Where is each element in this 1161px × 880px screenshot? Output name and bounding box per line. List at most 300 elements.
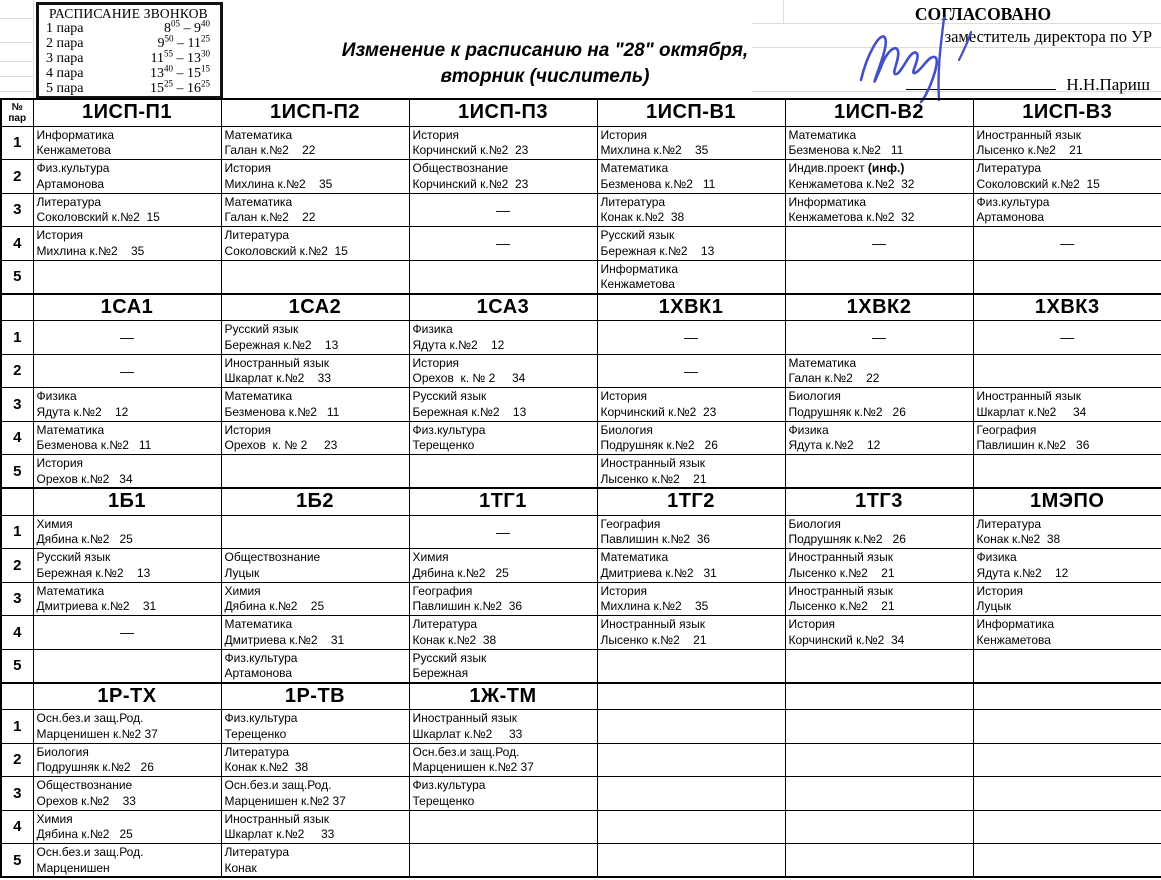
schedule-cell — [597, 455, 785, 489]
gridline — [0, 42, 33, 43]
bell-row — [46, 48, 214, 66]
schedule-cell — [597, 227, 785, 261]
group-header: 1ХВК3 — [973, 294, 1161, 321]
pair-number: 3 — [1, 777, 33, 811]
subject-text: Иностранный язык — [976, 389, 1082, 403]
schedule-cell — [597, 126, 785, 160]
subject-text: Литература — [976, 161, 1042, 175]
schedule-cell — [973, 710, 1161, 744]
group-header — [973, 683, 1161, 710]
bell-time-range: $8^{05} - 9^{40}$ — [164, 18, 210, 36]
bell-rows — [46, 18, 214, 96]
pair-number: 5 — [1, 844, 33, 878]
schedule-section — [1, 488, 1161, 683]
subject-text: Математика — [36, 583, 105, 598]
subject-text: Индив.проект (инф.) — [788, 161, 905, 175]
subject-text: Литература — [224, 228, 290, 242]
schedule-cell — [973, 582, 1161, 616]
schedule-cell — [973, 421, 1161, 455]
teacher-text: Лысенко к.№2 21 — [788, 599, 895, 613]
subject-text: Физика — [976, 550, 1017, 564]
schedule-cell — [785, 193, 973, 227]
group-header: 1ТГ3 — [785, 488, 973, 515]
schedule-cell — [409, 421, 597, 455]
schedule-cell — [33, 515, 221, 549]
schedule-cell — [409, 388, 597, 422]
schedule-cell — [785, 421, 973, 455]
subject-text: Физика — [412, 322, 453, 336]
teacher-text: Конак к.№2 38 — [412, 632, 497, 647]
gridline — [0, 91, 33, 92]
group-header: 1ИСП-В1 — [597, 99, 785, 126]
schedule-cell — [409, 321, 597, 355]
schedule-cell — [973, 616, 1161, 650]
subject-text: Физ.культура — [36, 161, 110, 175]
subject-text: Литература — [36, 194, 102, 209]
subject-text: Биология — [788, 389, 841, 403]
group-header — [785, 683, 973, 710]
bell-time-range: $13^{40} - 15^{15}$ — [150, 63, 210, 81]
teacher-text: Бережная к.№2 13 — [224, 337, 339, 352]
schedule-cell — [221, 710, 409, 744]
schedule-cell — [785, 455, 973, 489]
approval-subheading: заместитель директора по УР — [944, 27, 1152, 46]
teacher-text: Дябина к.№2 25 — [36, 532, 133, 546]
teacher-text: Орехов к.№2 34 — [36, 471, 133, 486]
schedule-table — [0, 98, 1161, 878]
bell-pair-label: 5 пара — [46, 81, 84, 96]
teacher-text: Лысенко к.№2 21 — [600, 471, 707, 486]
subject-text: Русский язык — [224, 322, 299, 336]
bell-time-range: $9^{50} - 11^{25}$ — [157, 33, 210, 51]
schedule-cell — [33, 743, 221, 777]
pair-number: 2 — [1, 354, 33, 388]
bell-pair-label: 1 пара — [46, 21, 84, 36]
subject-text: Иностранный язык — [600, 617, 706, 631]
group-header: 1Ж-ТМ — [409, 683, 597, 710]
teacher-text: Лысенко к.№2 21 — [788, 565, 895, 580]
schedule-cell — [221, 421, 409, 455]
subject-text: Физ.культура — [224, 711, 298, 725]
gridline — [0, 18, 33, 19]
teacher-text: Артамонова — [36, 176, 105, 191]
subject-text: Иностранный язык — [976, 127, 1082, 142]
subject-text: Математика — [36, 422, 105, 437]
group-header: 1СА2 — [221, 294, 409, 321]
schedule-cell — [973, 388, 1161, 422]
teacher-text: Ядута к.№2 12 — [412, 337, 505, 352]
group-header: 1ИСП-П3 — [409, 99, 597, 126]
teacher-text: Соколовский к.№2 15 — [224, 243, 348, 258]
schedule-cell — [597, 844, 785, 878]
schedule-cell — [409, 549, 597, 583]
schedule-cell — [409, 710, 597, 744]
schedule-cell — [973, 160, 1161, 194]
schedule-cell — [221, 321, 409, 355]
schedule-cell — [973, 549, 1161, 583]
schedule-cell — [409, 354, 597, 388]
schedule-cell — [33, 260, 221, 294]
schedule-cell — [221, 193, 409, 227]
schedule-cell — [33, 649, 221, 683]
teacher-text: Терещенко — [412, 793, 475, 808]
teacher-text: Соколовский к.№2 15 — [976, 176, 1100, 191]
schedule-cell — [785, 810, 973, 844]
teacher-text: Конак к.№2 38 — [600, 210, 685, 224]
group-header: 1МЭПО — [973, 488, 1161, 515]
schedule-cell — [973, 515, 1161, 549]
schedule-cell — [597, 649, 785, 683]
subject-text: История — [36, 456, 84, 470]
schedule-cell — [785, 388, 973, 422]
top-band — [0, 0, 1161, 98]
subject-text: Литература — [224, 744, 290, 759]
subject-text: Литература — [600, 194, 666, 209]
subject-text: Химия — [36, 516, 73, 531]
bell-row — [46, 78, 214, 96]
teacher-text: Орехов к. № 2 23 — [224, 438, 338, 452]
bell-schedule-title: РАСПИСАНИЕ ЗВОНКОВ — [49, 6, 208, 21]
schedule-cell — [597, 160, 785, 194]
teacher-text: Михлина к.№2 35 — [36, 243, 145, 258]
schedule-cell — [597, 260, 785, 294]
schedule-cell — [973, 810, 1161, 844]
subject-text: Осн.без.и защ.Род. — [224, 778, 332, 792]
teacher-text: Корчинский к.№2 23 — [412, 176, 529, 191]
teacher-text: Марценишен к.№2 37 — [412, 760, 534, 774]
teacher-text: Шкарлат к.№2 33 — [412, 726, 523, 741]
teacher-text: Конак к.№2 38 — [224, 760, 309, 774]
schedule-section — [1, 294, 1161, 489]
schedule-cell: — — [409, 227, 597, 261]
subject-text: Информатика — [36, 127, 115, 142]
schedule-cell — [785, 126, 973, 160]
subject-text: Иностранный язык — [600, 456, 706, 470]
teacher-text: Дмитриева к.№2 31 — [36, 599, 157, 613]
subject-text: Русский язык — [36, 550, 111, 564]
schedule-cell — [409, 455, 597, 489]
teacher-text: Марценишен к.№2 37 — [224, 793, 346, 808]
schedule-cell — [409, 777, 597, 811]
subject-text: География — [600, 516, 661, 531]
schedule-cell — [597, 582, 785, 616]
teacher-text: Кенжаметова — [976, 632, 1051, 647]
teacher-text: Бережная к.№2 13 — [412, 404, 527, 419]
subject-text: Литература — [976, 516, 1042, 531]
schedule-cell — [221, 455, 409, 489]
teacher-text: Шкарлат к.№2 34 — [976, 404, 1087, 419]
schedule-cell — [409, 810, 597, 844]
teacher-text: Безменова к.№2 11 — [36, 438, 152, 452]
teacher-text: Безменова к.№2 11 — [224, 404, 340, 419]
teacher-text: Ядута к.№2 12 — [976, 565, 1069, 580]
teacher-text: Корчинский к.№2 34 — [788, 632, 905, 647]
schedule-cell: — — [597, 321, 785, 355]
subject-text: Физ.культура — [412, 422, 486, 437]
pair-number: 5 — [1, 260, 33, 294]
schedule-cell: — — [785, 321, 973, 355]
pair-number: 2 — [1, 549, 33, 583]
schedule-cell — [33, 455, 221, 489]
schedule-cell — [973, 649, 1161, 683]
subject-text: История — [600, 583, 648, 598]
teacher-text: Кенжаметова к.№2 32 — [788, 210, 915, 224]
schedule-cell — [973, 260, 1161, 294]
group-header: 1ХВК2 — [785, 294, 973, 321]
subject-text: География — [976, 422, 1037, 437]
schedule-cell: — — [973, 227, 1161, 261]
subject-text: Математика — [600, 550, 669, 564]
gridline — [33, 0, 34, 98]
teacher-text: Подрушняк к.№2 26 — [36, 760, 154, 774]
corner-header — [1, 294, 33, 321]
pair-number: 3 — [1, 388, 33, 422]
schedule-cell — [597, 743, 785, 777]
schedule-cell — [785, 743, 973, 777]
teacher-text: Кенжаметова — [600, 277, 675, 291]
schedule-cell: — — [597, 354, 785, 388]
bell-pair-label: 3 пара — [46, 51, 84, 66]
schedule-cell — [973, 193, 1161, 227]
schedule-cell — [973, 126, 1161, 160]
group-header: 1ИСП-П1 — [33, 99, 221, 126]
teacher-text: Шкарлат к.№2 33 — [224, 827, 335, 841]
subject-text: Литература — [412, 617, 478, 631]
schedule-cell — [33, 549, 221, 583]
corner-header: № пар — [1, 99, 33, 126]
group-header: 1Р-ТХ — [33, 683, 221, 710]
schedule-cell — [597, 710, 785, 744]
subject-text: Химия — [36, 811, 73, 826]
corner-header — [1, 683, 33, 710]
bell-schedule-box — [36, 2, 223, 99]
subject-text: Физ.культура — [976, 194, 1050, 209]
schedule-cell — [973, 777, 1161, 811]
schedule-cell: — — [409, 515, 597, 549]
schedule-cell: — — [973, 321, 1161, 355]
subject-text: Биология — [36, 744, 89, 759]
group-header: 1ТГ1 — [409, 488, 597, 515]
schedule-cell — [785, 515, 973, 549]
schedule-cell — [785, 549, 973, 583]
schedule-cell — [785, 354, 973, 388]
teacher-text: Безменова к.№2 11 — [600, 176, 716, 191]
schedule-cell — [597, 616, 785, 650]
teacher-text: Ядута к.№2 12 — [36, 404, 129, 419]
teacher-text: Бережная к.№2 13 — [36, 565, 151, 580]
teacher-text: Подрушняк к.№2 26 — [788, 404, 906, 419]
group-header: 1ХВК1 — [597, 294, 785, 321]
schedule-cell — [221, 160, 409, 194]
bell-row — [46, 63, 214, 81]
pair-number: 1 — [1, 126, 33, 160]
schedule-cell: — — [33, 354, 221, 388]
pair-number: 3 — [1, 582, 33, 616]
subject-text: История — [600, 127, 648, 142]
page-title-line1: Изменение к расписанию на "28" октября, — [341, 40, 749, 61]
group-header: 1СА1 — [33, 294, 221, 321]
subject-text: Математика — [224, 194, 293, 209]
schedule-cell — [973, 354, 1161, 388]
schedule-cell — [221, 844, 409, 878]
pair-number: 3 — [1, 193, 33, 227]
schedule-cell — [33, 227, 221, 261]
schedule-cell — [221, 649, 409, 683]
subject-text: Русский язык — [412, 389, 487, 403]
schedule-cell — [221, 227, 409, 261]
schedule-cell — [221, 126, 409, 160]
schedule-cell — [33, 844, 221, 878]
schedule-cell — [33, 421, 221, 455]
schedule-cell — [33, 388, 221, 422]
subject-text: История — [600, 389, 648, 403]
pair-number: 2 — [1, 743, 33, 777]
schedule-cell — [597, 549, 785, 583]
subject-text: Математика — [788, 127, 857, 142]
subject-text: Физ.культура — [224, 650, 298, 665]
teacher-text: Бережная — [412, 666, 469, 680]
approval-name: Н.Н.Париш — [1066, 75, 1150, 94]
schedule-cell — [409, 160, 597, 194]
subject-text: Осн.без.и защ.Род. — [36, 845, 144, 859]
schedule-cell — [33, 160, 221, 194]
group-header — [597, 683, 785, 710]
teacher-text: Ядута к.№2 12 — [788, 438, 881, 452]
teacher-text: Лысенко к.№2 21 — [976, 143, 1083, 157]
subject-text: Русский язык — [412, 650, 487, 665]
schedule-cell — [597, 777, 785, 811]
group-header: 1Р-ТВ — [221, 683, 409, 710]
subject-text: Химия — [224, 583, 261, 598]
gridline — [0, 61, 33, 62]
subject-text: Физика — [788, 422, 829, 437]
schedule-cell — [221, 810, 409, 844]
schedule-cell — [221, 260, 409, 294]
subject-text: Иностранный язык — [224, 811, 330, 826]
schedule-cell — [221, 354, 409, 388]
schedule-cell — [221, 743, 409, 777]
page-title-line2: вторник (числитель) — [440, 66, 650, 87]
teacher-text: Павлишин к.№2 36 — [600, 532, 711, 546]
bell-time-range: $15^{25} - 16^{25}$ — [150, 78, 210, 96]
subject-text: История — [224, 422, 272, 437]
schedule-cell — [785, 710, 973, 744]
teacher-text: Михлина к.№2 35 — [600, 599, 709, 613]
schedule-cell — [409, 260, 597, 294]
subject-text: Осн.без.и защ.Род. — [36, 711, 144, 725]
schedule-cell — [597, 421, 785, 455]
bell-time-range: $11^{55} - 13^{30}$ — [150, 48, 210, 66]
schedule-cell — [597, 388, 785, 422]
teacher-text: Галан к.№2 22 — [224, 143, 316, 157]
group-header: 1Б2 — [221, 488, 409, 515]
pair-number: 1 — [1, 321, 33, 355]
subject-text: История — [788, 617, 836, 631]
schedule-cell — [409, 844, 597, 878]
schedule-cell — [785, 160, 973, 194]
subject-text: Биология — [600, 422, 653, 437]
teacher-text: Терещенко — [412, 438, 475, 452]
teacher-text: Дябина к.№2 25 — [224, 599, 325, 613]
teacher-text: Шкарлат к.№2 33 — [224, 371, 332, 385]
pair-number: 4 — [1, 421, 33, 455]
bell-pair-label: 2 пара — [46, 36, 84, 51]
pair-number: 4 — [1, 616, 33, 650]
teacher-text: Дмитриева к.№2 31 — [224, 632, 345, 647]
subject-text: История — [36, 228, 84, 242]
subject-text: Русский язык — [600, 228, 675, 242]
bell-row — [46, 33, 214, 51]
pair-number: 5 — [1, 455, 33, 489]
teacher-text: Корчинский к.№2 23 — [600, 404, 717, 419]
pair-number: 2 — [1, 160, 33, 194]
subject-text: Осн.без.и защ.Род. — [412, 744, 520, 759]
pair-number: 1 — [1, 515, 33, 549]
teacher-text: Конак к.№2 38 — [976, 532, 1061, 546]
teacher-text: Дябина к.№2 25 — [36, 827, 133, 841]
schedule-cell — [785, 844, 973, 878]
schedule-cell — [973, 844, 1161, 878]
schedule-cell — [33, 810, 221, 844]
subject-text: Химия — [412, 550, 449, 564]
group-header: 1ИСП-В3 — [973, 99, 1161, 126]
teacher-text: Соколовский к.№2 15 — [36, 210, 160, 224]
corner-header — [1, 488, 33, 515]
subject-text: Математика — [224, 127, 293, 142]
teacher-text: Орехов к. № 2 34 — [412, 371, 526, 385]
subject-text: Информатика — [788, 194, 867, 209]
schedule-cell — [785, 777, 973, 811]
schedule-cell — [785, 582, 973, 616]
schedule-cell: — — [33, 616, 221, 650]
teacher-text: Артамонова — [224, 666, 293, 680]
schedule-cell: — — [409, 193, 597, 227]
teacher-text: Кенжаметова к.№2 32 — [788, 176, 915, 191]
teacher-text: Орехов к.№2 33 — [36, 793, 136, 808]
teacher-text: Бережная к.№2 13 — [600, 243, 715, 258]
schedule-cell — [409, 616, 597, 650]
teacher-text: Марценишен к.№2 37 — [36, 726, 158, 741]
teacher-text: Михлина к.№2 35 — [600, 143, 709, 157]
pair-number: 1 — [1, 710, 33, 744]
subject-text: История — [412, 127, 460, 142]
subject-text: История — [412, 355, 460, 370]
schedule-cell — [597, 193, 785, 227]
schedule-cell: — — [785, 227, 973, 261]
subject-text: История — [976, 583, 1024, 598]
schedule-cell — [221, 582, 409, 616]
approval-block — [752, 4, 1154, 95]
schedule-cell — [409, 743, 597, 777]
teacher-text: Павлишин к.№2 36 — [412, 599, 523, 613]
teacher-text: Артамонова — [976, 210, 1045, 224]
teacher-text: Подрушняк к.№2 26 — [788, 532, 906, 546]
group-header: 1ИСП-В2 — [785, 99, 973, 126]
schedule-cell — [33, 582, 221, 616]
schedule-cell — [221, 549, 409, 583]
schedule-cell — [33, 710, 221, 744]
group-header: 1ТГ2 — [597, 488, 785, 515]
subject-text: Информатика — [976, 617, 1055, 631]
subject-text: Иностранный язык — [224, 355, 330, 370]
teacher-text: Марценишен — [36, 860, 110, 875]
schedule-cell — [33, 126, 221, 160]
subject-text: История — [224, 161, 272, 175]
schedule-cell — [221, 616, 409, 650]
subject-text: Физика — [36, 389, 77, 403]
pair-number: 4 — [1, 227, 33, 261]
subject-text: Литература — [224, 845, 290, 859]
